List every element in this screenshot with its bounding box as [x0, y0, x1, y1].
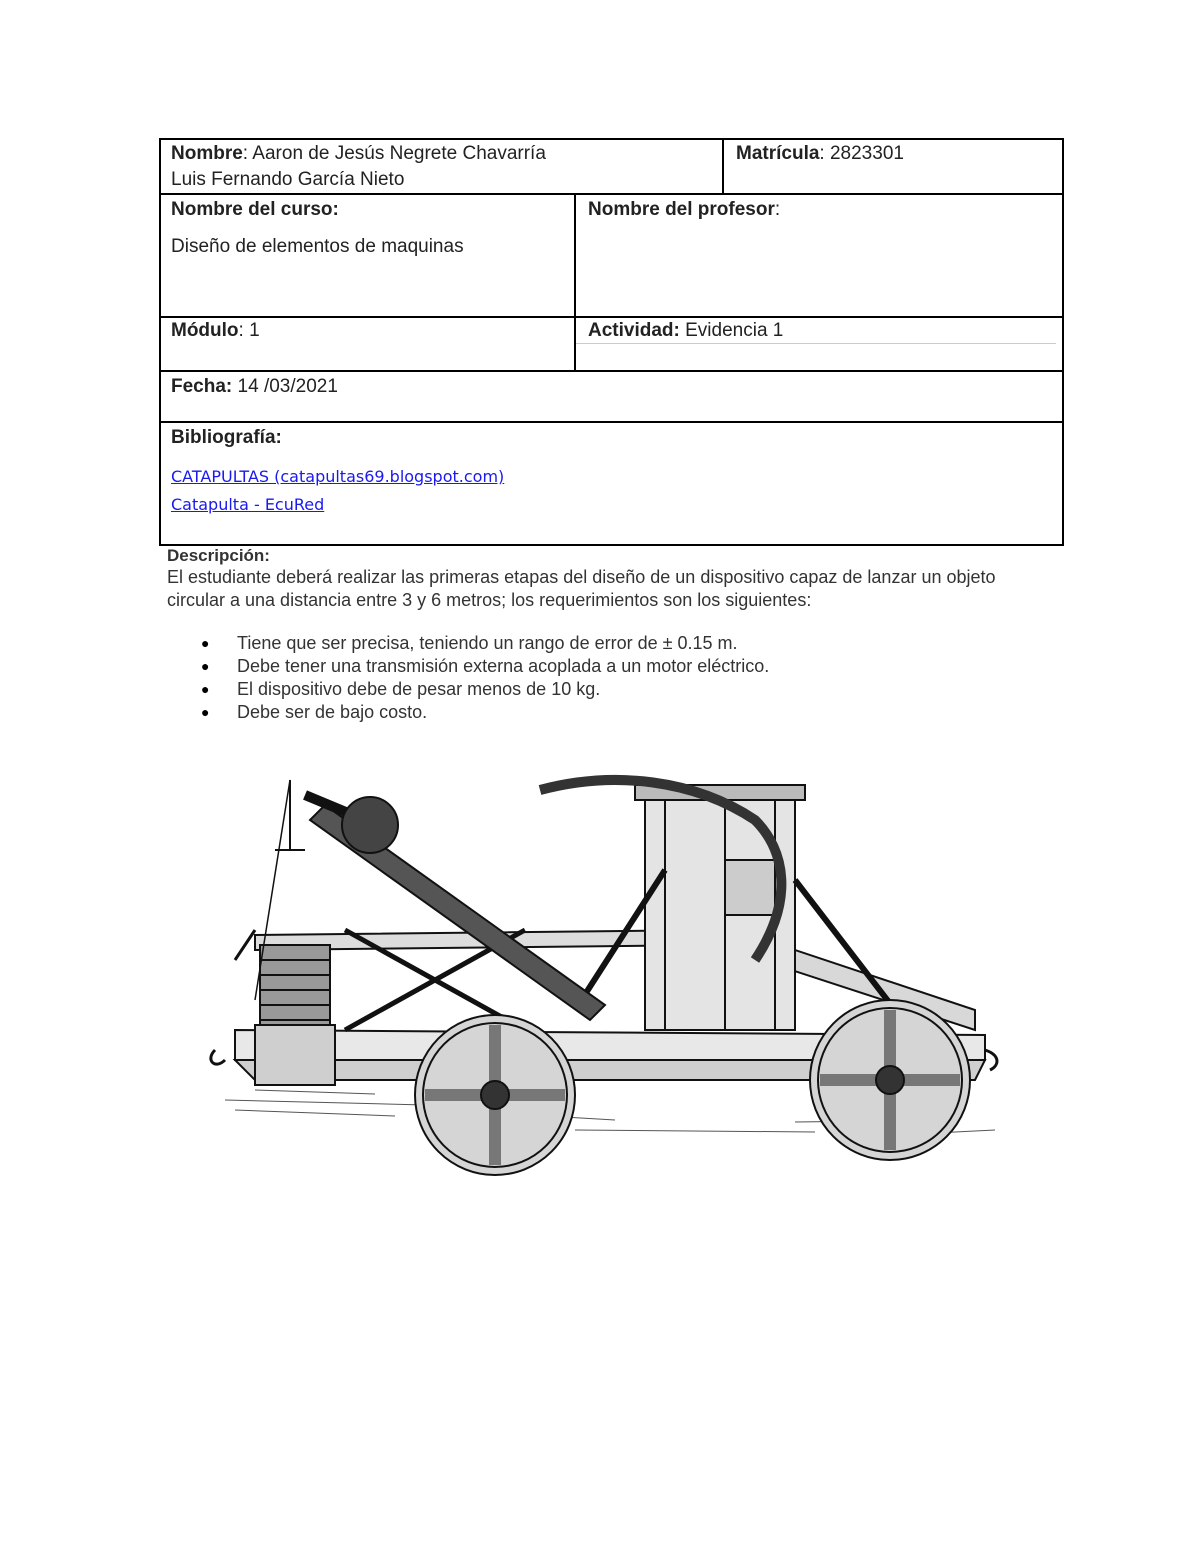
- fecha-label: Fecha:: [171, 376, 233, 397]
- nombre-cell: [171, 141, 721, 193]
- curso-label: Nombre del curso:: [171, 199, 339, 220]
- modulo-cell: [171, 318, 571, 344]
- fecha-value: 14 /03/2021: [232, 376, 338, 397]
- matricula-cell: [736, 141, 1056, 167]
- curso-cell: [171, 197, 571, 260]
- list-item: ● Debe ser de bajo costo.: [201, 702, 428, 722]
- descripcion-text: El estudiante deberá realizar las primeras etapas del diseño de un dispositivo capaz de lanzar un objeto circular a una distancia entre 3 y 6 metros; los requerimientos son los siguientes:: [167, 567, 996, 610]
- catapult-illustration: [195, 760, 1035, 1210]
- descripcion-label: Descripción:: [167, 546, 270, 565]
- modulo-value: : 1: [238, 320, 260, 341]
- nombre-value-2: Luis Fernando García Nieto: [171, 169, 405, 190]
- matricula-value: : 2823301: [819, 143, 904, 164]
- bib-link-catapultas[interactable]: CATAPULTAS (catapultas69.blogspot.com): [171, 467, 505, 486]
- winch-drum: [255, 945, 335, 1085]
- curso-value: Diseño de elementos de maquinas: [171, 236, 464, 257]
- profesor-colon: :: [774, 199, 781, 220]
- fecha-cell: [171, 374, 1051, 400]
- modulo-label: Módulo: [171, 320, 239, 341]
- profesor-cell: [588, 197, 1048, 223]
- actividad-value: Evidencia 1: [679, 320, 784, 341]
- actividad-cell: [588, 318, 1048, 344]
- rear-wheel: [810, 1000, 970, 1160]
- requirements-list: [167, 632, 1037, 724]
- list-item: ● Tiene que ser precisa, teniendo un rango de error de ± 0.15 m.: [201, 633, 738, 653]
- list-item: ● El dispositivo debe de pesar menos de 10 kg.: [201, 679, 601, 699]
- front-wheel: [415, 1015, 575, 1175]
- bib-link-ecured[interactable]: Catapulta - EcuRed: [171, 495, 325, 514]
- bibliografia-cell: [171, 425, 1051, 519]
- nombre-value: : Aaron de Jesús Negrete Chavarría: [242, 143, 546, 164]
- bibliografia-label: Bibliografía:: [171, 427, 282, 448]
- description-section: [167, 546, 1037, 724]
- matricula-label: Matrícula: [736, 143, 820, 164]
- profesor-label: Nombre del profesor: [588, 199, 775, 220]
- actividad-label: Actividad:: [588, 320, 680, 341]
- list-item: ● Debe tener una transmisión externa acoplada a un motor eléctrico.: [201, 656, 770, 676]
- nombre-label: Nombre: [171, 143, 243, 164]
